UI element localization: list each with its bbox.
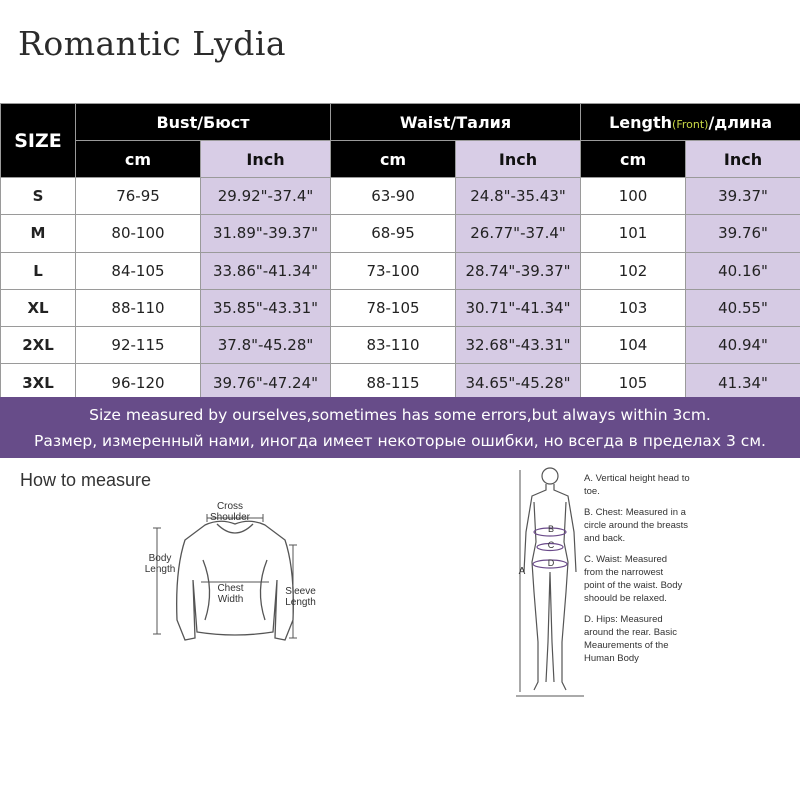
marker-d: D (547, 558, 555, 568)
bust-cm-cell: 76-95 (76, 178, 201, 215)
size-header: SIZE (1, 104, 76, 178)
body-diagram (510, 462, 590, 702)
table-row (1, 215, 800, 252)
bust-header: Bust/Бюст (76, 104, 331, 141)
length-inch-cell: 40.16" (686, 252, 800, 289)
bust-cm-cell: 88-110 (76, 289, 201, 326)
bust-cm-cell: 96-120 (76, 364, 201, 401)
size-cell: 3XL (1, 364, 76, 401)
notice-line-ru: Размер, измеренный нами, иногда имеет некоторые ошибки, но всегда в пределах 3 см. (34, 432, 766, 450)
marker-a: A (518, 566, 526, 577)
table-row (1, 178, 800, 215)
length-cm-header: cm (581, 141, 686, 178)
size-chart-table (0, 103, 800, 402)
waist-cm-cell: 78-105 (331, 289, 456, 326)
waist-header: Waist/Талия (331, 104, 581, 141)
bust-cm-header: cm (76, 141, 201, 178)
sleeve-length-label: Sleeve Length (285, 586, 316, 608)
waist-inch-cell: 28.74"-39.37" (456, 252, 581, 289)
waist-inch-header: Inch (456, 141, 581, 178)
note-c: C. Waist: Measured from the narrowest point of the waist. Body shoould be relaxed. (584, 554, 683, 604)
waist-cm-cell: 68-95 (331, 215, 456, 252)
size-cell: L (1, 252, 76, 289)
table-row (1, 327, 800, 364)
marker-b: B (547, 524, 554, 534)
bust-cm-cell: 80-100 (76, 215, 201, 252)
table-row (1, 252, 800, 289)
length-label: Length (609, 112, 673, 132)
length-inch-header: Inch (686, 141, 800, 178)
bust-inch-cell: 33.86"-41.34" (201, 252, 331, 289)
waist-cm-cell: 83-110 (331, 327, 456, 364)
chest-width-label: Chest Width (217, 583, 244, 605)
note-d: D. Hips: Measured around the rear. Basic Meaurements of the Human Body (584, 614, 677, 664)
measurement-notes (584, 472, 794, 673)
length-header (581, 104, 800, 141)
body-length-label: Body Length (144, 553, 176, 575)
waist-inch-cell: 24.8"-35.43" (456, 178, 581, 215)
waist-cm-cell: 73-100 (331, 252, 456, 289)
waist-inch-cell: 26.77"-37.4" (456, 215, 581, 252)
size-cell: 2XL (1, 327, 76, 364)
table-row (1, 364, 800, 401)
waist-inch-cell: 30.71"-41.34" (456, 289, 581, 326)
length-cm-cell: 101 (581, 215, 686, 252)
bust-inch-cell: 31.89"-39.37" (201, 215, 331, 252)
note-b: B. Chest: Measured in a circle around the breasts and back. (584, 507, 689, 544)
bust-inch-cell: 29.92"-37.4" (201, 178, 331, 215)
size-cell: M (1, 215, 76, 252)
marker-c: C (547, 540, 555, 550)
bust-inch-cell: 39.76"-47.24" (201, 364, 331, 401)
table-row (1, 289, 800, 326)
measurement-notice (0, 397, 800, 458)
length-front-note: (Front) (672, 117, 709, 131)
length-inch-cell: 41.34" (686, 364, 800, 401)
waist-cm-header: cm (331, 141, 456, 178)
length-cm-cell: 105 (581, 364, 686, 401)
length-cm-cell: 102 (581, 252, 686, 289)
bust-cm-cell: 92-115 (76, 327, 201, 364)
bust-inch-header: Inch (201, 141, 331, 178)
how-to-measure-title: How to measure (20, 470, 152, 490)
length-cm-cell: 103 (581, 289, 686, 326)
bust-inch-cell: 35.85"-43.31" (201, 289, 331, 326)
cross-shoulder-label: Cross Shoulder (209, 501, 251, 523)
length-inch-cell: 39.76" (686, 215, 800, 252)
length-inch-cell: 39.37" (686, 178, 800, 215)
length-cm-cell: 104 (581, 327, 686, 364)
length-cm-cell: 100 (581, 178, 686, 215)
brand-logo: Romantic Lydia (18, 24, 287, 63)
size-cell: XL (1, 289, 76, 326)
notice-line-en: Size measured by ourselves,sometimes has some errors,but always within 3cm. (89, 406, 711, 424)
waist-cm-cell: 88-115 (331, 364, 456, 401)
length-inch-cell: 40.55" (686, 289, 800, 326)
waist-inch-cell: 32.68"-43.31" (456, 327, 581, 364)
bust-cm-cell: 84-105 (76, 252, 201, 289)
length-inch-cell: 40.94" (686, 327, 800, 364)
size-cell: S (1, 178, 76, 215)
waist-inch-cell: 34.65"-45.28" (456, 364, 581, 401)
bust-inch-cell: 37.8"-45.28" (201, 327, 331, 364)
waist-cm-cell: 63-90 (331, 178, 456, 215)
note-a: A. Vertical height head to toe. (584, 473, 690, 497)
length-ru-label: /длина (708, 112, 772, 132)
